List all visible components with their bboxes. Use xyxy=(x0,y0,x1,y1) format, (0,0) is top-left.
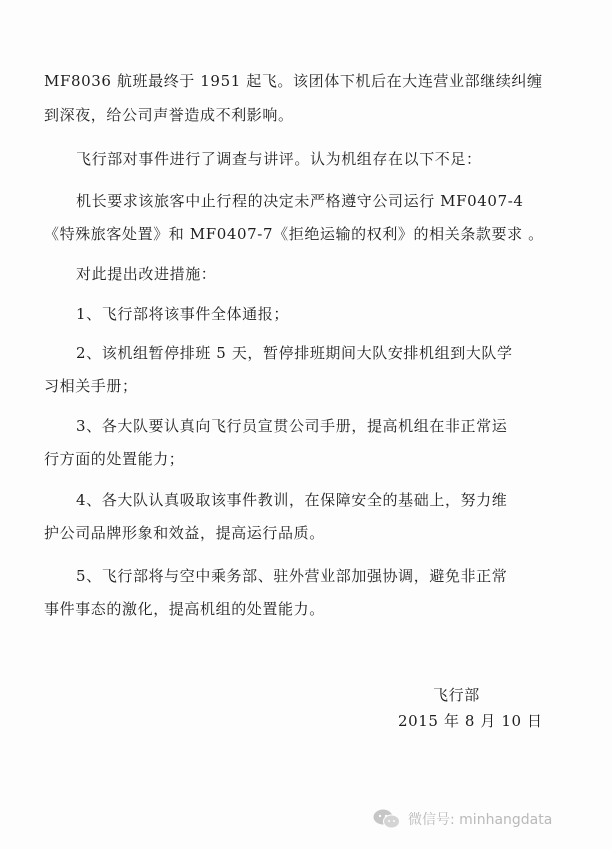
list-item-5-line-2: 事件事态的激化，提高机组的处置能力。 xyxy=(44,600,325,618)
list-item-2-line-1: 2、该机组暂停排班 5 天，暂停排班期间大队安排机组到大队学 xyxy=(76,344,513,362)
text-line-5: 《特殊旅客处置》和 MF0407-7《拒绝运输的权利》的相关条款要求 。 xyxy=(44,225,544,243)
text-line-1: MF8036 航班最终于 1951 起飞。该团体下机后在大连营业部继续纠缠 xyxy=(44,72,543,90)
list-item-1: 1、飞行部将该事件全体通报； xyxy=(76,305,289,323)
list-item-5-line-1: 5、飞行部将与空中乘务部、驻外营业部加强协调，避免非正常 xyxy=(76,567,508,585)
list-item-4-line-2: 护公司品牌形象和效益，提高运行品质。 xyxy=(44,524,325,542)
list-item-2-line-2: 习相关手册； xyxy=(44,377,138,395)
wechat-icon xyxy=(372,808,402,830)
watermark-text: 微信号: minhangdata xyxy=(408,812,553,828)
list-item-3-line-1: 3、各大队要认真向飞行员宣贯公司手册，提高机组在非正常运 xyxy=(76,417,508,435)
signoff-department: 飞行部 xyxy=(433,686,480,704)
text-line-2: 到深夜，给公司声誉造成不利影响。 xyxy=(44,106,294,124)
text-line-4: 机长要求该旅客中止行程的决定未严格遵守公司运行 MF0407-4 xyxy=(76,192,524,210)
list-item-4-line-1: 4、各大队认真吸取该事件教训，在保障安全的基础上，努力维 xyxy=(76,491,508,509)
signoff-date: 2015 年 8 月 10 日 xyxy=(398,712,543,730)
text-line-6: 对此提出改进措施： xyxy=(76,265,217,283)
watermark xyxy=(372,806,552,832)
list-item-3-line-2: 行方面的处置能力； xyxy=(44,450,185,468)
text-line-3: 飞行部对事件进行了调查与讲评。认为机组存在以下不足： xyxy=(76,150,482,168)
